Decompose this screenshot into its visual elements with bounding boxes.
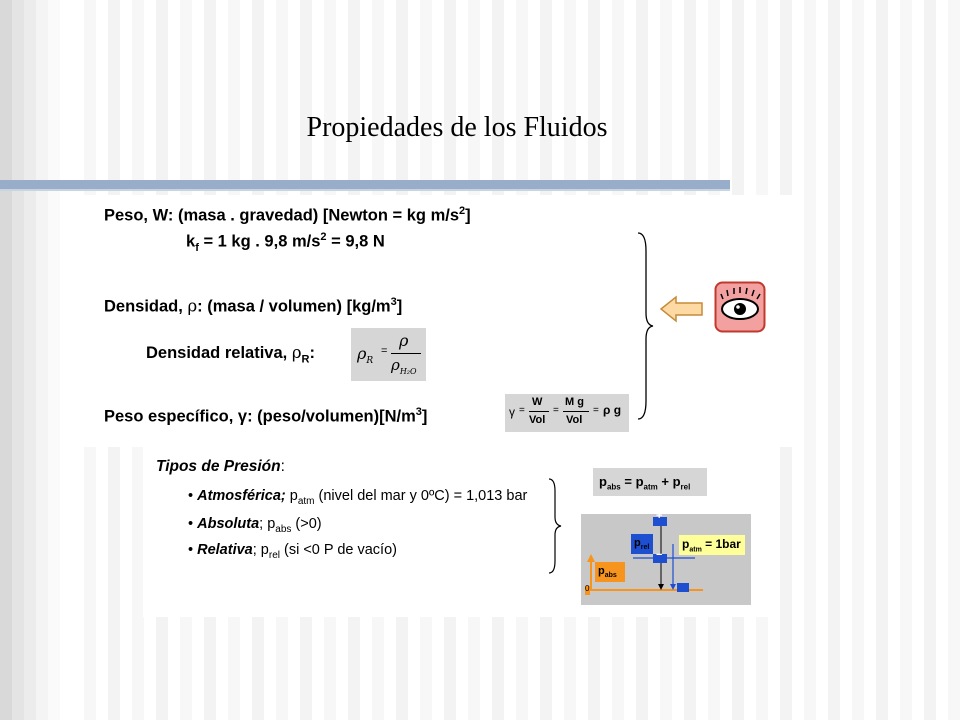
- prel-label: $p_{rel}$: [634, 537, 650, 552]
- formula-eq3: =: [593, 405, 599, 416]
- pabs-label: $p_{abs}$: [598, 565, 617, 580]
- fraction-bar: [391, 353, 421, 354]
- tipos-heading: Tipos de Presión:: [156, 458, 285, 475]
- pressure-types-panel: [143, 447, 776, 617]
- prel-box: [631, 534, 653, 554]
- formula-rho-g: ρ g: [603, 403, 622, 417]
- patm-box: [679, 535, 745, 555]
- formula-numerator: ρ: [399, 331, 409, 350]
- density-relative-formula: [351, 328, 426, 381]
- pabs-equation: [593, 468, 707, 496]
- curly-brace: [636, 231, 656, 421]
- fraction-bar-1: [529, 411, 549, 412]
- formula-vol1: Vol: [529, 414, 546, 426]
- minus-sign: −: [656, 549, 663, 561]
- pressure-diagram-graphic: [581, 514, 751, 605]
- title-divider-shadow: [0, 189, 730, 191]
- zero-label: 0: [585, 584, 590, 593]
- pabs-equation-text: $p_{abs} = p_{atm} + p_{rel}$: [599, 474, 691, 492]
- tipo-item-absoluta: • Absoluta; $p_{abs}$ (>0): [188, 516, 322, 535]
- densidad-relativa-line: Densidad relativa, $\rho_R$:: [146, 343, 315, 366]
- tipo-item-atmosferica: • Atmosférica; $p_{atm}$ (nivel del mar y 0ºC) = 1,013 bar: [188, 488, 528, 507]
- pressure-diagram: [581, 510, 751, 605]
- title-divider: [0, 180, 730, 189]
- formula-eq1: =: [519, 405, 525, 416]
- peso-especifico-line: Peso específico, γ: $(peso/volumen)[N/m^3]$: [104, 406, 428, 426]
- properties-panel: [80, 195, 798, 447]
- formula-mg: M g: [565, 396, 584, 408]
- formula-w: W: [532, 396, 543, 408]
- densidad-line: Densidad, ρ: (masa / volumen) $[kg/m^3]$: [104, 296, 403, 316]
- fraction-bar-2: [563, 411, 589, 412]
- formula-gamma: γ: [509, 405, 515, 419]
- peso-line: Peso, W: (masa . gravedad) [Newton = kg $m/s^2$]: [104, 205, 471, 225]
- tipo-item-relativa: • Relativa; $p_{rel}$ (si <0 P de vacío): [188, 542, 397, 561]
- specific-weight-formula: [505, 394, 629, 432]
- eye-icon[interactable]: [714, 281, 766, 333]
- plus-sign: +: [656, 510, 663, 522]
- formula-eq2: =: [553, 405, 559, 416]
- patm-label: $p_{atm} = 1bar$: [682, 537, 741, 554]
- formula-denominator: $\rho_{H_2O}$: [391, 356, 417, 376]
- formula-vol2: Vol: [566, 414, 583, 426]
- slide-title: Propiedades de los Fluidos: [306, 112, 608, 143]
- formula-equals: =: [381, 345, 388, 357]
- arrow-left-icon: [660, 295, 704, 323]
- small-curly-brace: [548, 477, 564, 575]
- peso-kf-line: $k_f = 1$ kg . 9,8 $m/s^2 = 9,8$ N: [186, 231, 385, 254]
- formula-rho-r: $\rho_R$: [357, 344, 374, 367]
- pabs-box: [595, 562, 625, 582]
